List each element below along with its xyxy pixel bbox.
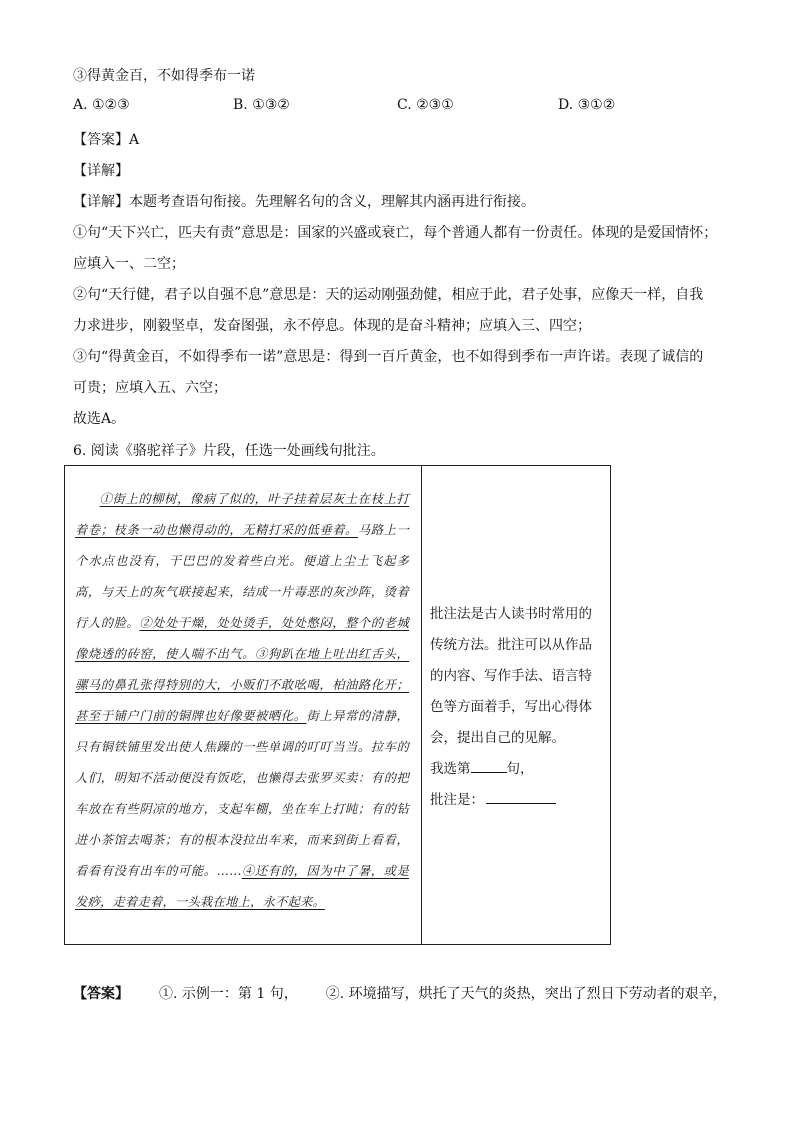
annotation-instructions bbox=[430, 599, 600, 816]
annotation-cell bbox=[422, 466, 611, 945]
choose-suffix: 句， bbox=[506, 761, 534, 777]
choose-label: 我选第 bbox=[430, 761, 471, 777]
passage-text-1: 马路上一个水点也没有，干巴巴的发着些白光。便道上尘土飞起多高，与天上的灰气联接起来，结成一片毒恶的灰沙阵，烫着行人的脸。 bbox=[75, 523, 409, 630]
option-b: B. ①③② bbox=[233, 97, 290, 113]
underlined-sentence-1: ①街上的柳树，像病了似的，叶子挂着层灰土在枝上打着卷；枝条一动也懒得动的，无精打采的低垂着。 bbox=[75, 492, 409, 537]
question-6-answer bbox=[73, 984, 727, 1004]
detail-line: 应填入一、二空； bbox=[73, 256, 185, 272]
detail-line: 可贵；应填入五、六空； bbox=[73, 380, 227, 396]
underlined-sentence-3: ③狗趴在地上吐出红舌头，骡马的鼻孔张得特别的大，小贩们不敢吆喝，柏油路化开；甚至于铺户门前的铜牌也好像要被晒化。 bbox=[75, 647, 409, 723]
answer-part-2: ②. 环境描写，烘托了天气的炎热，突出了烈日下劳动者的艰辛， bbox=[325, 986, 727, 1002]
passage-text bbox=[75, 484, 409, 918]
question-6-prompt: 6. 阅读《骆驼祥子》片段，任选一处画线句批注。 bbox=[73, 443, 385, 459]
detail-line: ①句“天下兴亡，匹夫有责”意思是：国家的兴盛或衰亡，每个普通人都有一份责任。体现的是爱国情怀； bbox=[73, 225, 718, 241]
detail-heading: 【详解】 bbox=[73, 163, 129, 179]
detail-line: ②句“天行健，君子以自强不息”意思是：天的运动刚强劲健，相应于此，君子处事，应像天一样，自我 bbox=[73, 287, 704, 303]
detail-line: ③句“得黄金百，不如得季布一诺”意思是：得到一百斤黄金，也不如得到季布一声许诺。表现了诚信的 bbox=[73, 349, 704, 365]
option-c: C. ②③① bbox=[397, 97, 454, 113]
option-a: A. ①②③ bbox=[73, 97, 130, 113]
passage-cell bbox=[65, 466, 422, 945]
answer-options bbox=[73, 97, 733, 119]
option-d: D. ③①② bbox=[558, 97, 616, 113]
detail-intro: 【详解】本题考查语句衔接。先理解名句的含义，理解其内涵再进行衔接。 bbox=[73, 194, 535, 210]
answer-line: 【答案】A bbox=[73, 132, 140, 148]
annotation-method-text: 批注法是古人读书时常用的传统方法。批注可以从作品的内容、写作手法、语言特色等方面着手，写出心得体会，提出自己的见解。 bbox=[430, 606, 592, 746]
passage-table bbox=[64, 465, 611, 945]
sentence-number-blank[interactable] bbox=[471, 758, 507, 773]
option-item-3: ③得黄金百，不如得季布一诺 bbox=[73, 68, 255, 84]
detail-line: 故选A。 bbox=[73, 411, 126, 427]
annotation-label: 批注是： bbox=[430, 792, 484, 808]
passage-text-2: 街上异常的清静，只有铜铁铺里发出使人焦躁的一些单调的叮叮当当。拉车的人们，明知不活动便没有饭吃，也懒得去张罗买卖：有的把车放在有些阴凉的地方，支起车棚，坐在车上打盹；有的钻进小茶馆去喝茶；有的根本没拉出车来，而来到街上看看，看看有没有出车的可能。…… bbox=[75, 709, 409, 878]
answer-part-1: ①. 示例一：第 1 句， bbox=[159, 986, 298, 1002]
detail-line: 力求进步，刚毅坚卓，发奋图强，永不停息。体现的是奋斗精神；应填入三、四空； bbox=[73, 318, 591, 334]
annotation-blank[interactable] bbox=[486, 789, 556, 804]
underlined-sentence-2: ②处处干燥，处处烫手，处处憋闷，整个的老城像烧透的砖窑，使人喘不出气。 bbox=[75, 616, 409, 661]
answer-label: 【答案】 bbox=[73, 986, 129, 1002]
underlined-sentence-4: ④还有的，因为中了暑，或是发痧，走着走着，一头栽在地上，永不起来。 bbox=[75, 864, 409, 909]
